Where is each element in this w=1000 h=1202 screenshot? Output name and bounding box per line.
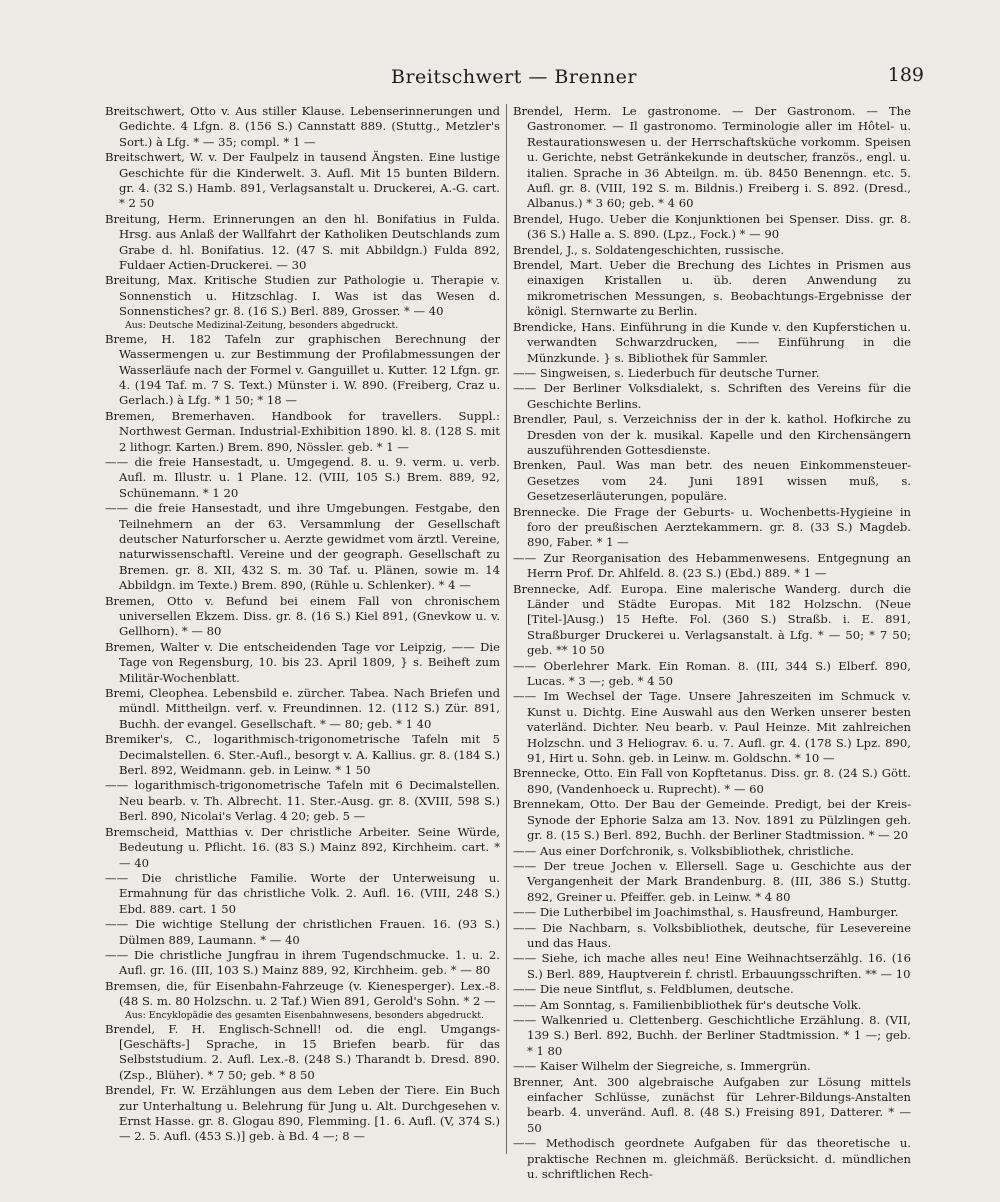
catalog-entry: Breitung, Max. Kritische Studien zur Pathologie u. Therapie v. Sonnenstich u. Hitzschlag. I. Was ist das Wesen d. Sonnenstiches? gr. 8. (16 S.) Berl. 889, Grosser. * — 40 <box>105 273 500 319</box>
catalog-entry: Bremscheid, Matthias v. Der christliche Arbeiter. Seine Würde, Bedeutung u. Pflicht. 16. (83 S.) Mainz 892, Kirchheim. cart. * — 40 <box>105 824 500 870</box>
catalog-entry: —— Zur Reorganisation des Hebammenwesens. Entgegnung an Herrn Prof. Dr. Ahlfeld. 8. (23 S.) (Ebd.) 889. * 1 — <box>513 550 911 581</box>
catalog-entry: Brendel, Mart. Ueber die Brechung des Lichtes in Prismen aus einaxigen Kristallen u. üb. deren Anwendung zu mikrometrischen Messungen, s. Beobachtungs-Ergebnisse der königl. Sternwarte zu Berlin. <box>513 258 911 319</box>
catalog-entry: Breitung, Herm. Erinnerungen an den hl. Bonifatius in Fulda. Hrsg. aus Anlaß der Wallfahrt der Katholiken Deutschlands zum Grabe d. hl. Bonifatius. 12. (47 S. mit Abbildgn.) Fulda 892, Fuldaer Actien-Druckerei. — 30 <box>105 211 500 273</box>
entry-note: Aus: Encyklopädie des gesamten Eisenbahnwesens, besonders abgedruckt. <box>125 1009 484 1021</box>
catalog-entry: Brennecke, Adf. Europa. Eine malerische Wanderg. durch die Länder und Städte Europas. Mit 182 Holzschn. (Neue [Titel-]Ausg.) 15 Hefte. Fol. (360 S.) Straßb. i. E. 891, Straßburger Druckerei u. Verlagsanstalt. à Lfg. * — 50; * 7 50; geb. ** 10 50 <box>513 581 911 658</box>
catalog-entry: Bremen, Walter v. Die entscheidenden Tage vor Leipzig, —— Die Tage von Regensburg, 10. bis 23. April 1809, } s. Beiheft zum Militär-Wochenblatt. <box>105 639 500 685</box>
catalog-entry: Breme, H. 182 Tafeln zur graphischen Berechnung der Wassermengen u. zur Bestimmung der Profilabmessungen der Wasserläufe nach der Formel v. Ganguillet u. Kutter. 12 Lfgn. gr. 4. (194 Taf. m. 7 S. Text.) Münster i. W. 890. (Freiberg, Craz u. Gerlach.) à Lfg. * 1 50; * 18 — <box>105 331 500 408</box>
column-divider <box>506 104 507 1154</box>
catalog-entry: Brennekam, Otto. Der Bau der Gemeinde. Predigt, bei der Kreis-Synode der Ephorie Salza am 13. Nov. 1891 zu Pülzlingen geh. gr. 8. (15 S.) Berl. 892, Buchh. der Berliner Stadtmission. * — 20 <box>513 797 911 843</box>
catalog-entry: —— Kaiser Wilhelm der Siegreiche, s. Immergrün. <box>513 1059 811 1074</box>
running-title: Breitschwert — Brenner <box>390 66 638 88</box>
catalog-entry: —— die freie Hansestadt, u. Umgegend. 8. u. 9. verm. u. verb. Aufl. m. Illustr. u. 1 Plane. 12. (VIII, 105 S.) Brem. 889, 92, Schünemann. * 1 20 <box>105 454 500 500</box>
catalog-entry: Bremen, Otto v. Befund bei einem Fall von chronischem universellen Ekzem. Diss. gr. 8. (16 S.) Kiel 891, (Gnevkow u. v. Gellhorn). * — 80 <box>105 593 500 639</box>
catalog-entry: Brendel, Hugo. Ueber die Konjunktionen bei Spenser. Diss. gr. 8. (36 S.) Halle a. S. 890. (Lpz., Fock.) * — 90 <box>513 211 911 242</box>
catalog-entry: —— Die neue Sintflut, s. Feldblumen, deutsche. <box>513 982 794 997</box>
catalog-entry: Breitschwert, W. v. Der Faulpelz in tausend Ängsten. Eine lustige Geschichte für die Kinderwelt. 3. Aufl. Mit 15 bunten Bildern. gr. 4. (32 S.) Hamb. 891, Verlagsanstalt u. Druckerei, A.-G. cart. * 2 50 <box>105 150 500 211</box>
catalog-entry: —— Oberlehrer Mark. Ein Roman. 8. (III, 344 S.) Elberf. 890, Lucas. * 3 —; geb. * 4 50 <box>513 658 911 689</box>
catalog-entry: Brendel, Herm. Le gastronome. — Der Gastronom. — The Gastronomer. — Il gastronomo. Terminologie aller im Hôtel- u. Restaurationswesen u. der Herrschaftsküche vorkomm. Speisen u. Gerichte, nebst Getränkekunde in deutscher, französ., engl. u. italien. Sprache in 36 Abteilgn. m. üb. 8450 Benenngn. etc. 5. Aufl. gr. 8. (VIII, 192 S. m. Bildnis.) Freiberg i. S. 892. (Dresd., Albanus.) * 3 60; geb. * 4 60 <box>513 104 911 211</box>
catalog-entry: Brendel, Fr. W. Erzählungen aus dem Leben der Tiere. Ein Buch zur Unterhaltung u. Belehrung für Jung u. Alt. Durchgesehen v. Ernst Hasse. gr. 8. Glogau 890, Flemming. [1. 6. Aufl. (V, 374 S.) — 2. 5. Aufl. (453 S.)] geb. à Bd. 4 —; 8 — <box>105 1083 500 1144</box>
catalog-entry: —— Der treue Jochen v. Ellersell. Sage u. Geschichte aus der Vergangenheit der Mark Brandenburg. 8. (III, 386 S.) Stuttg. 892, Greiner u. Pfeiffer. geb. in Leinw. * 4 80 <box>513 858 911 904</box>
page-number: 189 <box>887 64 924 86</box>
catalog-entry: Brenner, Ant. 300 algebraische Aufgaben zur Lösung mittels einfacher Schlüsse, zunächst für Lehrer-Bildungs-Anstalten bearb. 4. unveränd. Aufl. 8. (48 S.) Freising 891, Datterer. * — 50 <box>513 1074 911 1135</box>
catalog-entry: —— Siehe, ich mache alles neu! Eine Weihnachtserzählg. 16. (16 S.) Berl. 889, Hauptverein f. christl. Erbauungsschriften. ** — 10 <box>513 951 911 981</box>
catalog-entry: —— Singweisen, s. Liederbuch für deutsche Turner. <box>513 365 820 380</box>
catalog-entry: —— Am Sonntag, s. Familienbibliothek für's deutsche Volk. <box>513 997 862 1012</box>
catalog-entry: Breitschwert, Otto v. Aus stiller Klause. Lebenserinnerungen und Gedichte. 4 Lfgn. 8. (156 S.) Cannstatt 889. (Stuttg., Metzler's Sort.) à Lfg. * — 35; compl. * 1 — <box>105 104 500 149</box>
catalog-entry: Brendicke, Hans. Einführung in die Kunde v. den Kupferstichen u. verwandten Schwarzdrucken, —— Einführung in die Münzkunde. } s. Bibliothek für Sammler. <box>513 319 911 365</box>
catalog-entry: Bremi, Cleophea. Lebensbild e. zürcher. Tabea. Nach Briefen und mündl. Mittheilgn. verf. v. Freundinnen. 12. (112 S.) Zür. 891, Buchh. der evangel. Gesellschaft. * — 80; geb. * 1 40 <box>105 686 500 731</box>
catalog-entry: —— Die christliche Familie. Worte der Unterweisung u. Ermahnung für das christliche Volk. 2. Aufl. 16. (VIII, 248 S.) Ebd. 889. cart. 1 50 <box>105 870 500 916</box>
catalog-entry: Brennecke, Otto. Ein Fall von Kopftetanus. Diss. gr. 8. (24 S.) Gött. 890, (Vandenhoeck u. Ruprecht). * — 60 <box>513 766 911 796</box>
catalog-entry: —— Der Berliner Volksdialekt, s. Schriften des Vereins für die Geschichte Berlins. <box>513 381 911 411</box>
right-column <box>513 104 911 1184</box>
entry-note: Aus: Deutsche Medizinal-Zeitung, besonders abgedruckt. <box>125 319 399 331</box>
catalog-entry: Brendel, J., s. Soldatengeschichten, russische. <box>513 242 785 257</box>
catalog-entry: Bremiker's, C., logarithmisch-trigonometrische Tafeln mit 5 Decimalstellen. 6. Ster.-Aufl., besorgt v. A. Kallius. gr. 8. (184 S.) Berl. 892, Weidmann. geb. in Leinw. * 1 50 <box>105 732 500 778</box>
catalog-entry: Brenken, Paul. Was man betr. des neuen Einkommensteuer-Gesetzes vom 24. Juni 1891 wissen muß, s. Gesetzeserläuterungen, populäre. <box>513 458 911 504</box>
catalog-entry: —— Methodisch geordnete Aufgaben für das theoretische u. praktische Rechnen m. gleichmäß. Berücksicht. d. mündlichen u. schriftlichen Rech- <box>513 1136 911 1182</box>
page-header <box>104 62 924 92</box>
catalog-entry: —— Aus einer Dorfchronik, s. Volksbibliothek, christliche. <box>513 843 854 858</box>
catalog-entry: Brendler, Paul, s. Verzeichniss der in der k. kathol. Hofkirche zu Dresden von der k. musikal. Kapelle und den Kirchensängern auszuführenden Gottesdienste. <box>513 412 911 457</box>
catalog-entry: —— Walkenried u. Clettenberg. Geschichtliche Erzählung. 8. (VII, 139 S.) Berl. 892, Buchh. der Berliner Stadtmission. * 1 —; geb. * 1 80 <box>513 1012 911 1058</box>
catalog-entry: —— Im Wechsel der Tage. Unsere Jahreszeiten im Schmuck v. Kunst u. Dichtg. Eine Auswahl aus den Werken unserer besten vaterländ. Dichter. Neu bearb. v. Paul Heinze. Mit zahlreichen Holzschn. und 3 Heliograv. 6. u. 7. Aufl. gr. 4. (178 S.) Lpz. 890, 91, Hirt u. Sohn. geb. in Leinw. m. Goldschn. * 10 — <box>513 689 911 766</box>
catalog-entry: Brendel, F. H. Englisch-Schnell! od. die engl. Umgangs-[Geschäfts-] Sprache, in 15 Briefen bearb. für das Selbststudium. 2. Aufl. Lex.-8. (248 S.) Tharandt b. Dresd. 890. (Zsp., Blüher). * 7 50; geb. * 8 50 <box>105 1021 500 1082</box>
catalog-entry: —— die freie Hansestadt, und ihre Umgebungen. Festgabe, den Teilnehmern an der 63. Versammlung der Gesellschaft deutscher Naturforscher u. Aerzte gewidmet vom ärztl. Vereine, naturwissenschaftl. Vereine und der geograph. Gesellschaft zu Bremen. gr. 8. XII, 432 S. m. 30 Taf. u. Plänen, sowie m. 14 Abbildgn. im Texte.) Brem. 890, (Rühle u. Schlenker). * 4 — <box>105 501 500 593</box>
catalog-entry: —— Die christliche Jungfrau in ihrem Tugendschmucke. 1. u. 2. Aufl. gr. 16. (III, 103 S.) Mainz 889, 92, Kirchheim. geb. * — 80 <box>105 947 500 978</box>
left-column <box>105 104 500 1184</box>
catalog-entry: —— Die Lutherbibel im Joachimsthal, s. Hausfreund, Hamburger. <box>513 905 899 920</box>
catalog-entry: —— Die Nachbarn, s. Volksbibliothek, deutsche, für Lesevereine und das Haus. <box>513 920 911 950</box>
catalog-entry: Bremsen, die, für Eisenbahn-Fahrzeuge (v. Kienesperger). Lex.-8. (48 S. m. 80 Holzschn. u. 2 Taf.) Wien 891, Gerold's Sohn. * 2 — <box>105 978 500 1009</box>
catalog-entry: —— logarithmisch-trigonometrische Tafeln mit 6 Decimalstellen. Neu bearb. v. Th. Albrecht. 11. Ster.-Ausg. gr. 8. (XVIII, 598 S.) Berl. 890, Nicolai's Verlag. 4 20; geb. 5 — <box>105 778 500 824</box>
catalog-entry: Bremen, Bremerhaven. Handbook for travellers. Suppl.: Northwest German. Industrial-Exhibition 1890. kl. 8. (128 S. mit 2 lithogr. Karten.) Brem. 890, Nössler. geb. * 1 — <box>105 408 500 454</box>
catalog-entry: —— Die wichtige Stellung der christlichen Frauen. 16. (93 S.) Dülmen 889, Laumann. * — 40 <box>105 917 500 947</box>
catalog-entry: Brennecke. Die Frage der Geburts- u. Wochenbetts-Hygieine in foro der preußischen Aerztekammern. gr. 8. (33 S.) Magdeb. 890, Faber. * 1 — <box>513 504 911 550</box>
